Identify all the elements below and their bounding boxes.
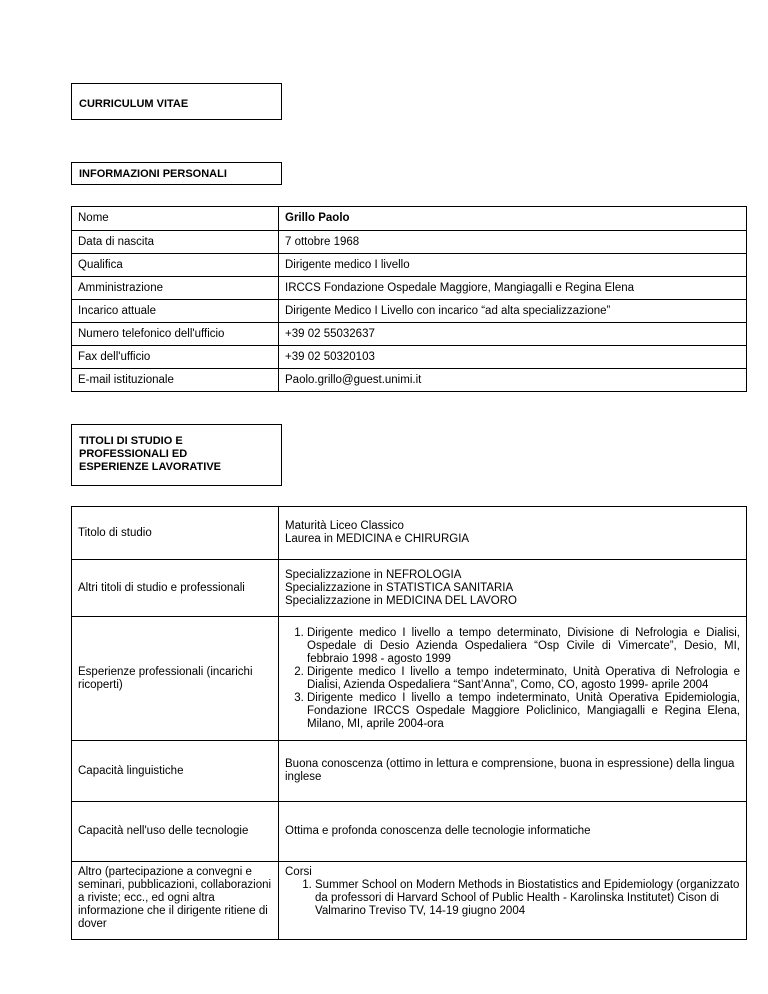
personal-value: Dirigente medico I livello [279,254,747,277]
corsi-title: Corsi [285,866,312,878]
altri-line: Specializzazione in STATISTICA SANITARIA [285,581,514,594]
titolo-value [279,507,747,560]
personal-info-table [71,206,747,392]
table-row [72,617,747,741]
lingue-label: Capacità linguistiche [72,741,279,802]
table-row [72,507,747,560]
table-row [72,346,747,369]
table-row [72,560,747,617]
personal-section-title-box [71,162,282,185]
table-row [72,231,747,254]
table-row [72,862,747,940]
list-item: 2. Dirigente medico I livello a tempo indeterminato, Unità Operativa di Nefrologia e Dialisi, Azienda Ospedaliera “Sant’Anna”, Como, CO, agosto 1999- aprile 2004 [307,666,740,692]
table-row [72,254,747,277]
table-row [72,300,747,323]
list-item: 1. Dirigente medico I livello a tempo determinato, Divisione di Nefrologia e Dialisi, Ospedale di Desio Azienda Ospedaliera “Osp Civile di Vimercate”, Desio, MI, febbraio 1998 - agosto 1999 [307,627,740,666]
altri-line: Specializzazione in MEDICINA DEL LAVORO [285,594,518,607]
titles-section-title-line3: ESPERIENZE LAVORATIVE [79,461,222,473]
esperienze-label: Esperienze professionali (incarichi ricoperti) [72,617,279,741]
titolo-label: Titolo di studio [72,507,279,560]
personal-label: E-mail istituzionale [72,369,279,392]
personal-email: Paolo.grillo@guest.unimi.it [279,369,747,392]
titles-table [71,506,747,940]
table-row [72,207,747,231]
esperienze-list [285,627,740,731]
esperienze-value [279,617,747,741]
titolo-line: Laurea in MEDICINA e CHIRURGIA [285,533,470,545]
personal-value: 7 ottobre 1968 [279,231,747,254]
tecnologie-label: Capacità nell'uso delle tecnologie [72,802,279,862]
cv-title: CURRICULUM VITAE [79,98,189,110]
titles-section-title-line2: PROFESSIONALI ED [79,448,188,460]
altri-label: Altri titoli di studio e professionali [72,560,279,617]
altri-value [279,560,747,617]
personal-value: +39 02 55032637 [279,323,747,346]
table-row [72,802,747,862]
list-item: 3. Dirigente medico I livello a tempo indeterminato, Unità Operativa Epidemiologia, Fondazione IRCCS Ospedale Maggiore Policlinico, Mangiagalli e Regina Elena, Milano, MI, aprile 2004-ora [307,692,740,731]
titolo-line: Maturità Liceo Classico [285,520,404,532]
personal-value: Dirigente Medico I Livello con incarico “ad alta specializzazione” [279,300,747,323]
table-row [72,369,747,392]
tecnologie-value: Ottima e profonda conoscenza delle tecnologie informatiche [279,802,747,862]
altro-label: Altro (partecipazione a convegni e seminari, pubblicazioni, collaborazioni a riviste; ecc., ed ogni altra informazione che il dirigente ritiene di dover [72,862,279,940]
personal-label: Fax dell'ufficio [72,346,279,369]
altri-line: Specializzazione in NEFROLOGIA [285,568,462,581]
list-item: 1. Summer School on Modern Methods in Biostatistics and Epidemiology (organizzato da professori di Harvard School of Public Health - Karolinska Institutet) Cison di Valmarino Treviso TV, 14-19 giugno 2004 [315,879,740,918]
corsi-list [285,879,740,918]
titles-section-title-line1: TITOLI DI STUDIO E [79,435,183,447]
personal-section-title: INFORMAZIONI PERSONALI [79,168,227,180]
personal-label: Incarico attuale [72,300,279,323]
titles-section-title-box [71,424,282,486]
altro-value [279,862,747,940]
personal-label: Numero telefonico dell'ufficio [72,323,279,346]
table-row [72,277,747,300]
table-row [72,741,747,802]
lingue-value: Buona conoscenza (ottimo in lettura e comprensione, buona in espressione) della lingua inglese [279,741,747,802]
personal-label: Amministrazione [72,277,279,300]
personal-label: Qualifica [72,254,279,277]
personal-value: +39 02 50320103 [279,346,747,369]
personal-name: Grillo Paolo [279,207,747,231]
personal-label: Data di nascita [72,231,279,254]
table-row [72,323,747,346]
personal-label: Nome [72,207,279,231]
personal-value: IRCCS Fondazione Ospedale Maggiore, Mangiagalli e Regina Elena [279,277,747,300]
cv-title-box [71,83,282,120]
